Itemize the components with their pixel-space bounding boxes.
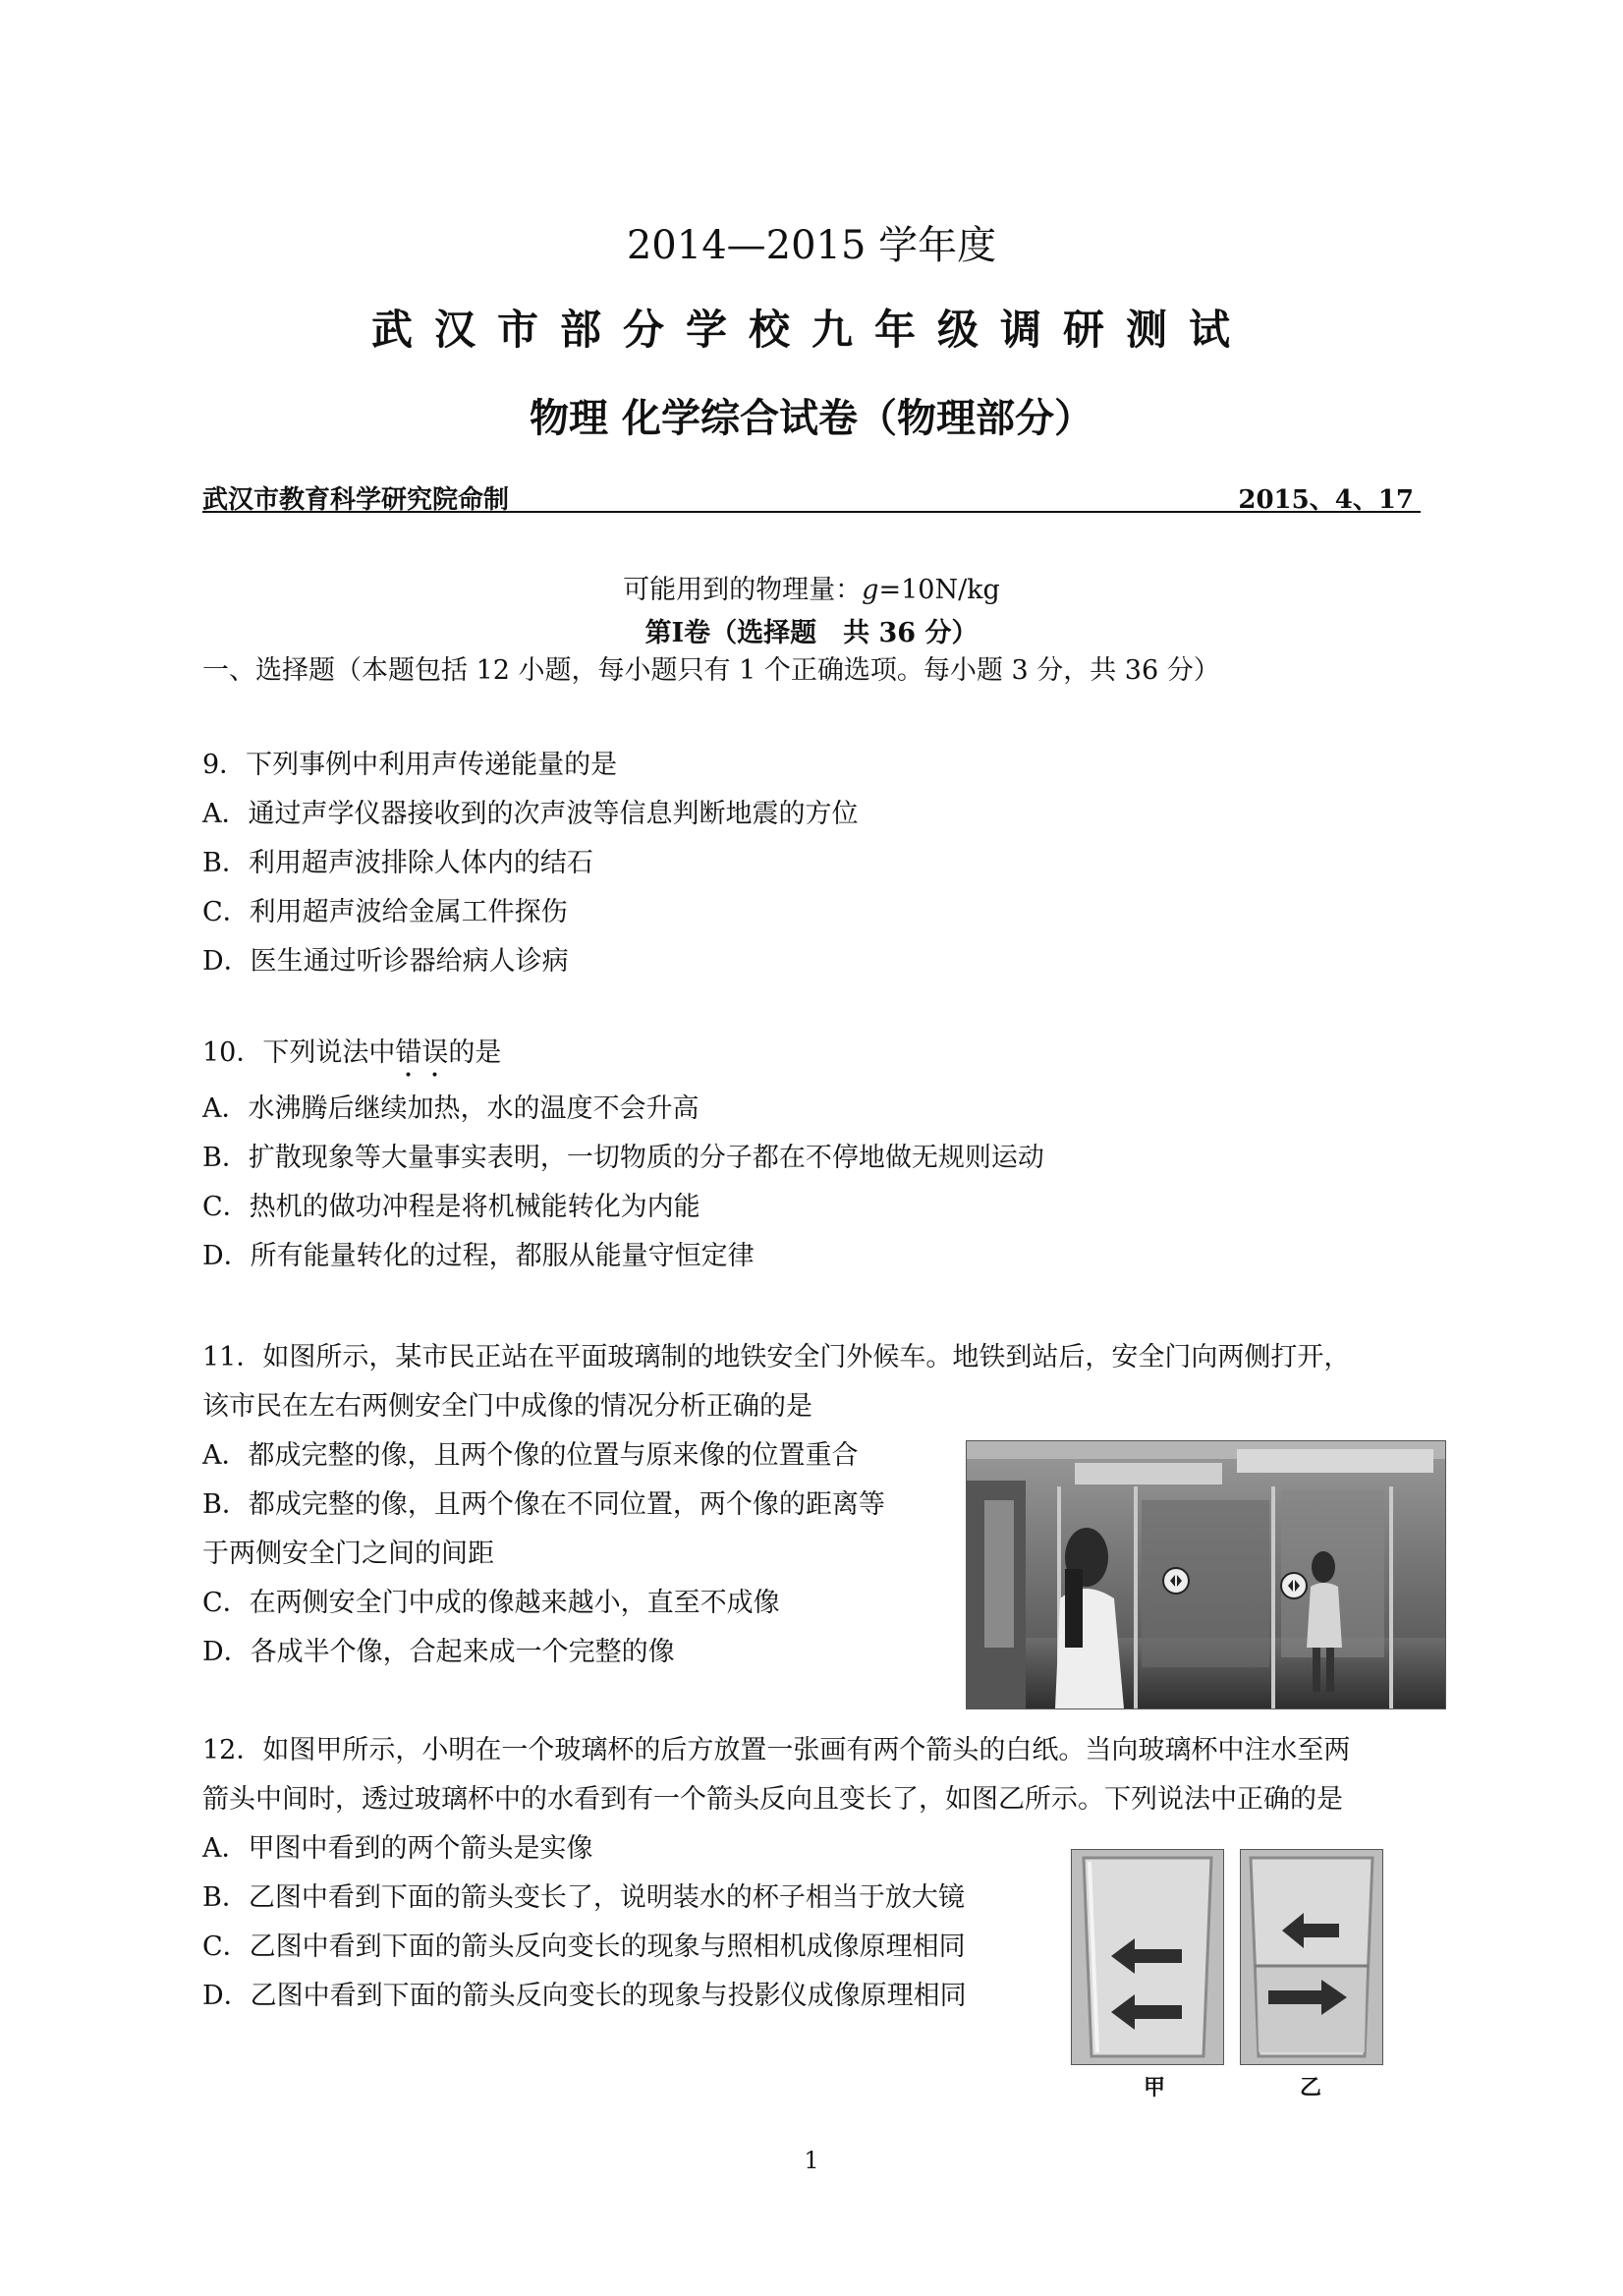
- g-symbol: g: [862, 575, 879, 605]
- constants-label: 可能用到的物理量：: [623, 575, 863, 605]
- header-rule: [202, 511, 1421, 513]
- exam-title: 武汉市部分学校九年级调研测试: [370, 306, 1252, 354]
- q12-option-b: B．乙图中看到下面的箭头变长了，说明装水的杯子相当于放大镜: [202, 1882, 965, 1913]
- subway-door-illustration: [967, 1441, 1445, 1708]
- q9-option-b: B．利用超声波排除人体内的结石: [202, 848, 593, 878]
- q10-option-a: A．水沸腾后继续加热，水的温度不会升高: [202, 1093, 700, 1124]
- q12-glass-photo-yi: [1240, 1849, 1383, 2065]
- q10-stem-emphasis: 错误: [395, 1037, 449, 1068]
- q10-option-b: B．扩散现象等大量事实表明，一切物质的分子都在不停地做无规则运动: [202, 1143, 1044, 1173]
- q12-stem-line2: 箭头中间时，透过玻璃杯中的水看到有一个箭头反向且变长了，如图乙所示。下列说法中正确的是: [202, 1784, 1343, 1815]
- q9-option-a: A．通过声学仪器接收到的次声波等信息判断地震的方位: [202, 799, 859, 829]
- q9-option-d: D．医生通过听诊器给病人诊病: [202, 946, 569, 977]
- year-title: 2014—2015 学年度: [626, 223, 997, 268]
- q10-stem-post: 的是: [448, 1037, 502, 1068]
- caption-jia: 甲: [1144, 2075, 1166, 2100]
- q11-option-c: C．在两侧安全门中成的像越来越小，直至不成像: [202, 1588, 780, 1618]
- g-value: =10N/kg: [878, 575, 1000, 605]
- q11-subway-door-photo: [966, 1440, 1446, 1709]
- q9-stem: 9．下列事例中利用声传递能量的是: [202, 750, 618, 780]
- q10-option-c: C．热机的做功冲程是将机械能转化为内能: [202, 1192, 700, 1222]
- q12-option-a: A．甲图中看到的两个箭头是实像: [202, 1833, 593, 1864]
- q11-option-a: A．都成完整的像，且两个像的位置与原来像的位置重合: [202, 1440, 859, 1471]
- physical-constants: [0, 568, 1623, 606]
- q11-stem-line1: 11．如图所示，某市民正站在平面玻璃制的地铁安全门外候车。地铁到站后，安全门向两侧打开，: [202, 1342, 1351, 1372]
- q10-option-d: D．所有能量转化的过程，都服从能量守恒定律: [202, 1241, 755, 1271]
- page-number: 1: [804, 2147, 819, 2174]
- section-instruction: 一、选择题（本题包括 12 小题，每小题只有 1 个正确选项。每小题 3 分，共 36 分）: [202, 655, 1220, 686]
- q12-stem-line1: 12．如图甲所示，小明在一个玻璃杯的后方放置一张画有两个箭头的白纸。当向玻璃杯中注水至两: [202, 1735, 1351, 1765]
- glass-two-arrows-illustration: [1072, 1850, 1223, 2064]
- q12-option-d: D．乙图中看到下面的箭头反向变长的现象与投影仪成像原理相同: [202, 1981, 967, 2011]
- q10-stem: [202, 1036, 501, 1084]
- caption-yi: 乙: [1300, 2075, 1322, 2100]
- issuing-org: 武汉市教育科学研究院命制: [202, 485, 510, 515]
- q12-option-c: C．乙图中看到下面的箭头反向变长的现象与照相机成像原理相同: [202, 1932, 966, 1962]
- q10-stem-pre: 10．下列说法中: [202, 1037, 396, 1068]
- subject-title: 物理 化学综合试卷（物理部分）: [530, 395, 1093, 441]
- q11-option-b-line2: 于两侧安全门之间的间距: [202, 1539, 494, 1569]
- q11-option-d: D．各成半个像，合起来成一个完整的像: [202, 1637, 675, 1667]
- exam-date: 2015、4、17: [1238, 485, 1414, 515]
- glass-reversed-arrow-illustration: [1241, 1850, 1382, 2064]
- q11-stem-line2: 该市民在左右两侧安全门中成像的情况分析正确的是: [202, 1391, 812, 1422]
- section-title: 第Ⅰ卷（选择题 共 36 分）: [644, 618, 979, 648]
- q11-option-b-line1: B．都成完整的像，且两个像在不同位置，两个像的距离等: [202, 1489, 885, 1520]
- q12-glass-photo-jia: [1071, 1849, 1224, 2065]
- q9-option-c: C．利用超声波给金属工件探伤: [202, 897, 568, 927]
